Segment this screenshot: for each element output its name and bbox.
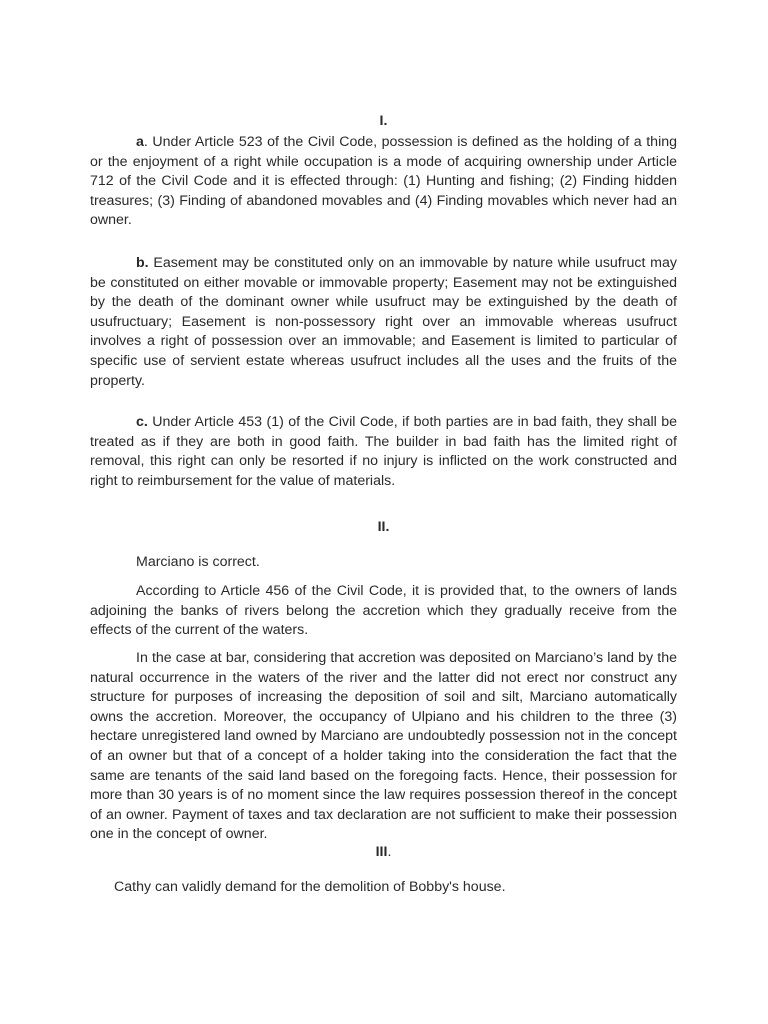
paragraph-b: [90, 254, 677, 391]
section-2-heading: II.: [377, 519, 390, 535]
paragraph-c: [90, 413, 677, 491]
paragraph-b-label: b.: [136, 255, 149, 271]
section-2-application: In the case at bar, considering that accretion was deposited on Marciano’s land by the natural occurrence in the waters of the river and the latter did not erect nor construct any structure for purposes of increasing the deposition of soil and silt, Marciano automatically owns the accretion. Moreover, the occupancy of Ulpiano and his children to the three (3) hectare unregistered land owned by Marciano are undoubtedly possession not in the concept of an owner but that of a concept of a holder taking into the consideration the fact that the same are tenants of the said land based on the foregoing facts. Hence, their possession for more than 30 years is of no moment since the law requires possession thereof in the concept of an owner. Payment of taxes and tax declaration are not sufficient to make their possession one in the concept of owner.: [90, 650, 677, 843]
section-3-heading: [90, 843, 677, 863]
section-2-answer: Marciano is correct.: [136, 554, 260, 570]
paragraph-a-label: a: [136, 134, 144, 150]
section-3-answer: Cathy can validly demand for the demolition of Bobby's house.: [114, 879, 506, 895]
section-3-heading-numeral: III: [375, 844, 388, 860]
section-2-law: According to Article 456 of the Civil Code, it is provided that, to the owners of lands adjoining the banks of rivers belong the accretion which they gradually receive from the effects of the current of the waters.: [90, 583, 677, 639]
paragraph-c-label: c.: [136, 414, 148, 430]
section-3-heading-period: .: [387, 844, 392, 860]
paragraph-b-text: Easement may be constituted only on an immovable by nature while usufruct may be constituted on either movable or immovable property; Easement may not be extinguished by the death of the dominant owner while usufruct may be extinguished by the death of usufructuary; Easement is non-possessory right over an immovable whereas usufruct involves a right of possession over an immovable; and Easement is limited to particular of specific use of servient estate whereas usufruct includes all the uses and the fruits of the property.: [90, 255, 677, 389]
section-1-heading: I.: [379, 113, 388, 129]
paragraph-a: [90, 133, 677, 231]
paragraph-c-text: Under Article 453 (1) of the Civil Code, if both parties are in bad faith, they shall be treated as if they are both in good faith. The builder in bad faith has the limited right of removal, this right can only be resorted if no injury is inflicted on the work constructed and right to reimbursement for the value of materials.: [90, 414, 677, 489]
paragraph-a-text: . Under Article 523 of the Civil Code, possession is defined as the holding of a thing or the enjoyment of a right while occupation is a mode of acquiring ownership under Article 712 of the Civil Code and it is effected through: (1) Hunting and fishing; (2) Finding hidden treasures; (3) Finding of abandoned movables and (4) Finding movables which never had an owner.: [90, 134, 677, 229]
